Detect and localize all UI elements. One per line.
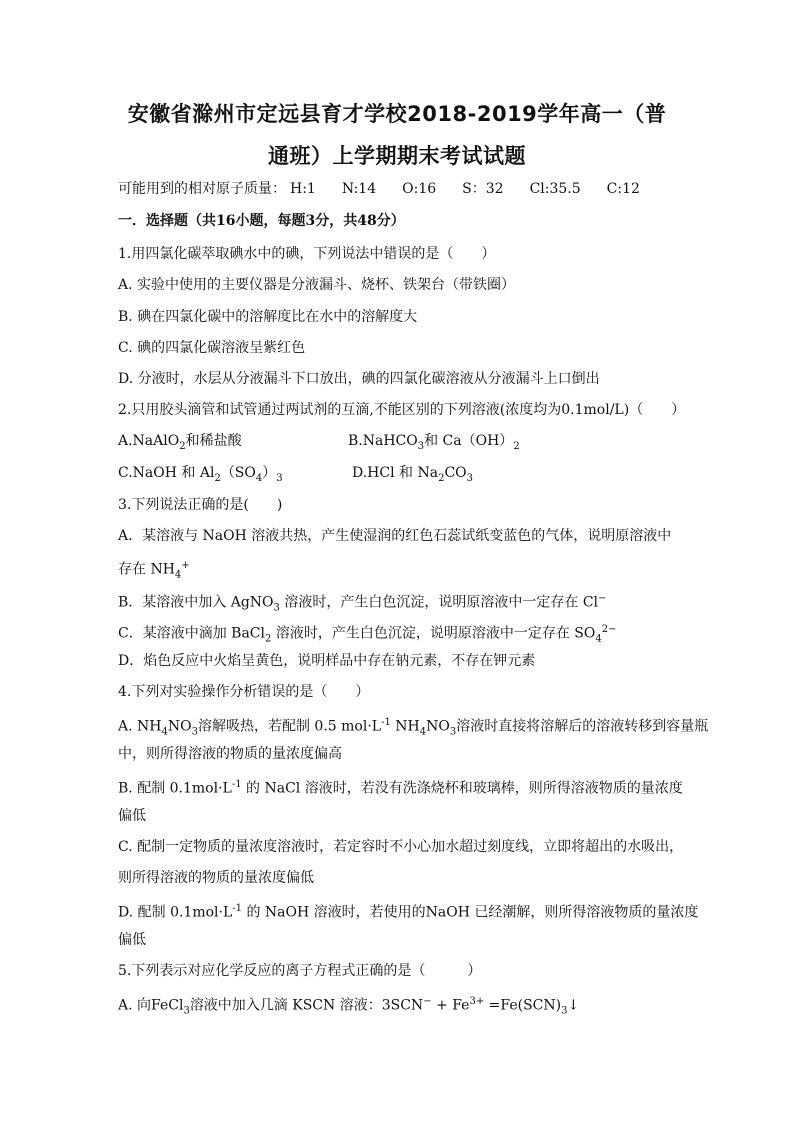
question-3-stem: 3.下列说法正确的是( ) bbox=[118, 497, 283, 513]
question-2-option-c: C.NaOH 和 $Al_2(SO_4)_3$ bbox=[118, 465, 283, 484]
question-2-option-a: A.NaAlO$_2$和稀盐酸 bbox=[118, 433, 242, 452]
question-4-option-c-continued: 则所得溶液的物质的量浓度偏低 bbox=[118, 870, 314, 886]
question-3-option-c: C．某溶液中滴加 BaCl$_2$ 溶液时，产生白色沉淀，说明原溶液中一定存在 $SO_4^{2-}$ bbox=[118, 624, 617, 645]
question-5-option-a: A. 向FeCl$_3$溶液中加入几滴 KSCN 溶液：$3SCN^- + Fe^{3+}$ $=Fe(SCN)_3↓$ bbox=[118, 996, 580, 1017]
question-1-option-b: B. 碘在四氯化碳中的溶解度比在水中的溶解度大 bbox=[118, 309, 418, 325]
question-3-option-a: A．某溶液与 NaOH 溶液共热，产生使湿润的红色石蕊试纸变蓝色的气体，说明原溶液中 bbox=[118, 528, 672, 544]
atomic-mass-line bbox=[118, 180, 640, 198]
question-4-option-a-continued: 中，则所得溶液的物质的量浓度偏高 bbox=[118, 746, 342, 762]
question-2-stem: 2.只用胶头滴管和试管通过两试剂的互滴,不能区别的下列溶液(浓度均为0.1mol/L)（ ） bbox=[118, 402, 686, 418]
question-4-option-a: A. $NH_4NO_3$溶解吸热，若配制 0.5 $mol\cdot L^{-1}$ $NH_4NO_3$溶液时直接将溶解后的溶液转移到容量瓶 bbox=[118, 717, 709, 738]
atomic-mass-c: C:12 bbox=[606, 181, 640, 197]
page-title-continued: 通班）上学期期末考试试题 bbox=[268, 144, 526, 168]
question-3-option-a-continued: 存在 $NH_4^+$ bbox=[118, 560, 190, 581]
atomic-mass-h: H:1 bbox=[290, 181, 316, 197]
question-5-stem: 5.下列表示对应化学反应的离子方程式正确的是（ ） bbox=[118, 963, 482, 979]
question-4-option-c: C. 配制一定物质的量浓度溶液时，若定容时不小心加水超过刻度线，立即将超出的水吸出， bbox=[118, 839, 684, 855]
atomic-mass-s: S：32 bbox=[462, 181, 504, 197]
page-title: 安徽省滁州市定远县育才学校2018-2019学年高一（普 bbox=[127, 102, 667, 126]
question-2-option-d: D.HCl 和 $Na_2CO_3$ bbox=[352, 465, 474, 484]
question-4-option-d-continued: 偏低 bbox=[118, 932, 146, 948]
section-heading: 一．选择题（共16小题，每题3分，共48分） bbox=[118, 213, 405, 229]
question-4-option-b: B. 配制 $0.1mol\cdot L^{-1}$ 的 NaCl 溶液时，若没有洗涤烧杯和玻璃棒，则所得溶液物质的量浓度 bbox=[118, 779, 683, 797]
question-4-option-b-continued: 偏低 bbox=[118, 808, 146, 824]
question-1-option-c: C. 碘的四氯化碳溶液呈紫红色 bbox=[118, 340, 306, 356]
question-4-option-d: D. 配制 $0.1mol\cdot L^{-1}$ 的 NaOH 溶液时，若使用的NaOH 已经潮解，则所得溶液物质的量浓度 bbox=[118, 903, 699, 921]
question-3-option-d: D．焰色反应中火焰呈黄色，说明样品中存在钠元素，不存在钾元素 bbox=[118, 653, 536, 669]
atomic-mass-label: 可能用到的相对原子质量： bbox=[118, 181, 286, 197]
atomic-mass-cl: Cl:35.5 bbox=[529, 181, 581, 197]
question-3-option-b: B．某溶液中加入 AgNO$_3$ 溶液时，产生白色沉淀，说明原溶液中一定存在 Cl− bbox=[118, 593, 607, 614]
atomic-mass-n: N:14 bbox=[341, 181, 377, 197]
question-4-stem: 4.下列对实验操作分析错误的是（ ） bbox=[118, 684, 370, 700]
question-1-option-d: D. 分液时，水层从分液漏斗下口放出，碘的四氯化碳溶液从分液漏斗上口倒出 bbox=[118, 371, 600, 387]
question-1-option-a: A. 实验中使用的主要仪器是分液漏斗、烧杯、铁架台（带铁圈） bbox=[118, 277, 516, 293]
question-1-stem: 1.用四氯化碳萃取碘水中的碘，下列说法中错误的是（ ） bbox=[118, 246, 496, 262]
atomic-mass-o: O:16 bbox=[402, 181, 437, 197]
question-2-option-b: B.NaHCO$_3$和 $Ca(OH)_2$ bbox=[348, 433, 520, 452]
